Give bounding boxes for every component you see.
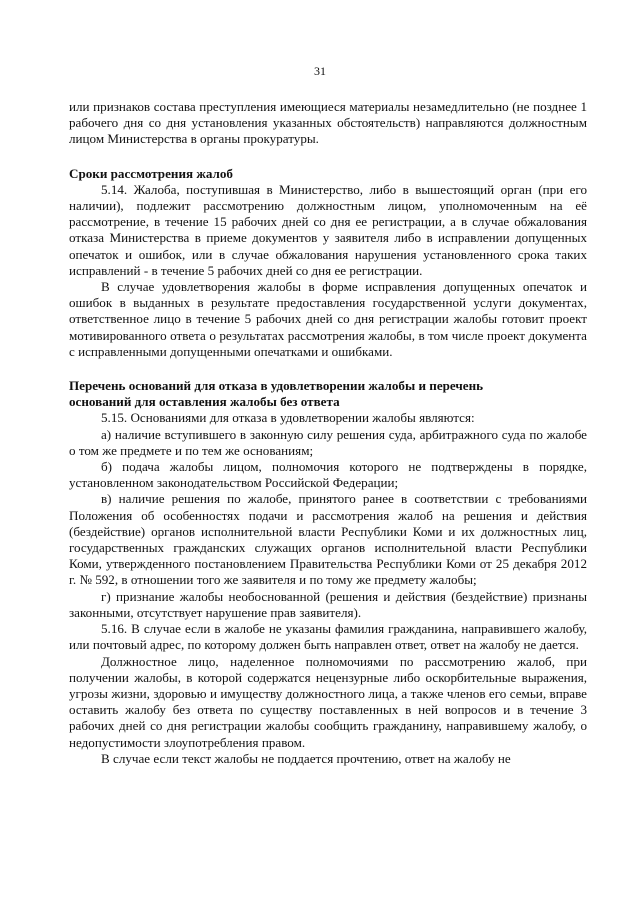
spacer: [69, 360, 587, 378]
list-item-b: б) подача жалобы лицом, полномочия которого не подтверждены в порядке, установленном законодательством Российской Федерации;: [69, 459, 587, 491]
document-body: [69, 99, 587, 767]
paragraph-official-rights: Должностное лицо, наделенное полномочиями по рассмотрению жалоб, при получении жалобы, в которой содержатся нецензурные либо оскорбительные выражения, угрозы жизни, здоровью и имуществу должностного лица, а также членов его семьи, вправе оставить жалобу без ответа по существу поставленных в ней вопросов и в течение 3 рабочих дней со дня регистрации жалобы сообщить гражданину, направившему жалобу, о недопустимости злоупотребления правом.: [69, 653, 587, 750]
paragraph-typo-correction: В случае удовлетворения жалобы в форме исправления допущенных опечаток и ошибок в выданных в результате предоставления государственной услуги документах, ответственное лицо в течение 5 рабочих дней со дня регистрации жалобы готовит проект мотивированного ответа о результатах рассмотрения жалобы, в том числе проект документа с исправленными допущенными опечатками и ошибками.: [69, 279, 587, 359]
list-item-v: в) наличие решения по жалобе, принятого ранее в соответствии с требованиями Положения об особенностях подачи и рассмотрения жалоб на решения и действия (бездействие) органов исполнительной власти Республики Коми и их должностных лиц, государственных гражданских служащих органов исполнительной власти Республики Коми, утвержденного постановлением Правительства Республики Коми от 25 декабря 2012 г. № 592, в отношении того же заявителя и по тому же предмету жалобы;: [69, 491, 587, 588]
paragraph-unreadable-text: В случае если текст жалобы не поддается прочтению, ответ на жалобу не: [101, 750, 511, 766]
section-heading-refusal-grounds-line1: Перечень оснований для отказа в удовлетворении жалобы и перечень: [69, 378, 484, 394]
paragraph-5-16: 5.16. В случае если в жалобе не указаны фамилия гражданина, направившего жалобу, или почтовый адрес, по которому должен быть направлен ответ, ответ на жалобу не дается.: [69, 621, 587, 653]
paragraph-5-15: 5.15. Основаниями для отказа в удовлетворении жалобы являются:: [101, 410, 475, 426]
spacer: [69, 148, 587, 166]
section-heading-refusal-grounds-line2: оснований для оставления жалобы без ответа: [69, 394, 340, 410]
page-number: 31: [314, 64, 326, 78]
list-item-g: г) признание жалобы необоснованной (решения и действия (бездействие) признаны законными, отсутствует нарушение прав заявителя).: [69, 588, 587, 620]
paragraph-5-14: 5.14. Жалоба, поступившая в Министерство, либо в вышестоящий орган (при его наличии), подлежит рассмотрению должностным лицом, уполномоченным на её рассмотрение, в течение 15 рабочих дней со дня ее регистрации, а в случае обжалования отказа Министерства в приеме документов у заявителя либо в исправлении допущенных опечаток и ошибок, или в случае обжалования нарушения установленного срока таких исправлений - в течение 5 рабочих дней со дня ее регистрации.: [69, 181, 587, 278]
intro-paragraph: или признаков состава преступления имеющиеся материалы незамедлительно (не позднее 1 рабочего дня со дня установления указанных обстоятельств) направляются должностным лицом Министерства в органы прокуратуры.: [69, 99, 587, 147]
list-item-a: а) наличие вступившего в законную силу решения суда, арбитражного суда по жалобе о том же предмете и по тем же основаниям;: [69, 426, 587, 458]
section-heading-review-terms: Сроки рассмотрения жалоб: [69, 165, 233, 181]
